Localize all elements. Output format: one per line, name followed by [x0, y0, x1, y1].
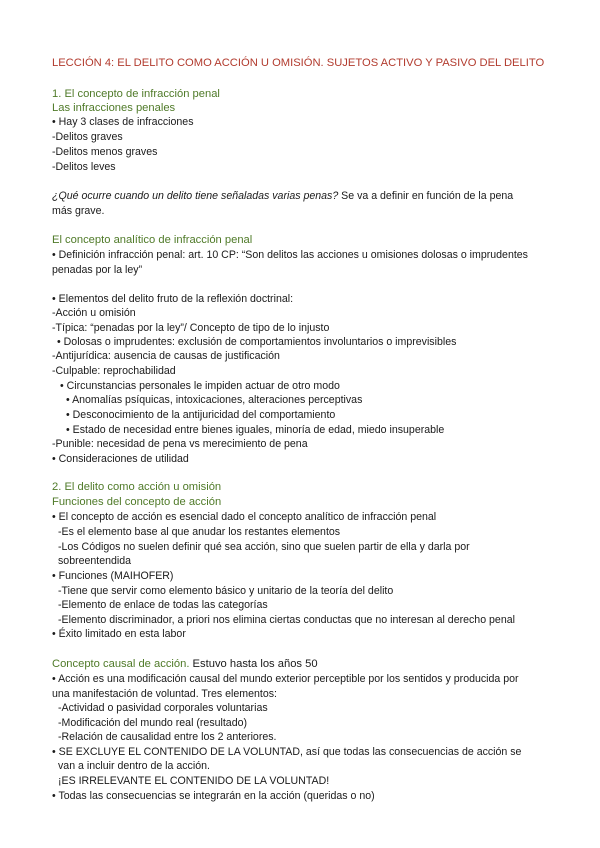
- question-rest: Se va a definir en función de la pena: [338, 190, 514, 202]
- section-3-heading: 2. El delito como acción u omisión: [52, 481, 222, 493]
- text-line: una manifestación de voluntad. Tres elementos:: [52, 688, 277, 700]
- text-line: -Elemento discriminador, a priori nos elimina ciertas conductas que no interesan al derecho penal: [58, 614, 515, 626]
- text-line: • SE EXCLUYE EL CONTENIDO DE LA VOLUNTAD, así que todas las consecuencias de acción se: [52, 746, 522, 758]
- section-4-heading-line: [52, 658, 318, 671]
- text-line: • Acción es una modificación causal del mundo exterior perceptible por los sentidos y producida por: [52, 673, 519, 685]
- text-line: -Relación de causalidad entre los 2 anteriores.: [58, 731, 277, 743]
- text-line: • Consideraciones de utilidad: [52, 453, 189, 465]
- text-line: • Circunstancias personales le impiden actuar de otro modo: [60, 380, 340, 392]
- text-line: • Elementos del delito fruto de la reflexión doctrinal:: [52, 293, 294, 305]
- text-line: sobreentendida: [58, 555, 132, 567]
- text-line: • Hay 3 clases de infracciones: [52, 116, 194, 128]
- text-line: • El concepto de acción es esencial dado el concepto analítico de infracción penal: [52, 511, 437, 523]
- text-line: ¡ES IRRELEVANTE EL CONTENIDO DE LA VOLUNTAD!: [58, 775, 330, 787]
- text-line: -Antijurídica: ausencia de causas de justificación: [52, 350, 280, 362]
- text-line: • Estado de necesidad entre bienes iguales, minoría de edad, miedo insuperable: [66, 424, 445, 436]
- text-line: • Todas las consecuencias se integrarán en la acción (queridas o no): [52, 790, 375, 802]
- text-line: -Elemento de enlace de todas las categorías: [58, 599, 268, 611]
- text-line: -Típica: “penadas por la ley”/ Concepto de tipo de lo injusto: [52, 322, 330, 334]
- text-line: -Modificación del mundo real (resultado): [58, 717, 248, 729]
- section-4-heading: Concepto causal de acción.: [52, 658, 190, 670]
- text-line: van a incluir dentro de la acción.: [58, 760, 210, 772]
- text-line: -Delitos menos graves: [52, 146, 158, 158]
- text-line: más grave.: [52, 205, 105, 217]
- section-4-heading-rest: Estuvo hasta los años 50: [189, 658, 318, 670]
- text-line: • Dolosas o imprudentes: exclusión de comportamientos involuntarios o imprevisibles: [57, 336, 457, 348]
- text-line: • Definición infracción penal: art. 10 CP: “Son delitos las acciones u omisiones dolosas o imprudentes: [52, 249, 528, 261]
- section-3-subheading: Funciones del concepto de acción: [52, 496, 222, 508]
- text-line: -Tiene que servir como elemento básico y unitario de la teoría del delito: [58, 585, 394, 597]
- question-line: [52, 190, 513, 203]
- text-line: • Éxito limitado en esta labor: [52, 628, 186, 640]
- text-line: -Delitos leves: [52, 161, 116, 173]
- text-line: -Es el elemento base al que anudar los restantes elementos: [58, 526, 341, 538]
- section-1-subheading: Las infracciones penales: [52, 102, 176, 114]
- question-italic: ¿Qué ocurre cuando un delito tiene señaladas varias penas?: [52, 190, 339, 202]
- text-line: • Funciones (MAIHOFER): [52, 570, 174, 582]
- text-line: -Los Códigos no suelen definir qué sea acción, sino que suelen partir de ella y darla por: [58, 541, 470, 553]
- text-line: -Actividad o pasividad corporales voluntarias: [58, 702, 268, 714]
- text-line: -Punible: necesidad de pena vs merecimiento de pena: [52, 438, 308, 450]
- section-2-heading: El concepto analítico de infracción penal: [52, 234, 253, 246]
- text-line: -Delitos graves: [52, 131, 123, 143]
- text-line: • Anomalías psíquicas, intoxicaciones, alteraciones perceptivas: [66, 394, 363, 406]
- text-line: • Desconocimiento de la antijuricidad del comportamiento: [66, 409, 336, 421]
- document-title: LECCIÓN 4: EL DELITO COMO ACCIÓN U OMISIÓN. SUJETOS ACTIVO Y PASIVO DEL DELITO: [52, 57, 545, 69]
- text-line: -Culpable: reprochabilidad: [52, 365, 176, 377]
- text-line: -Acción u omisión: [52, 307, 136, 319]
- section-1-heading: 1. El concepto de infracción penal: [52, 88, 220, 100]
- text-line: penadas por la ley”: [52, 264, 143, 276]
